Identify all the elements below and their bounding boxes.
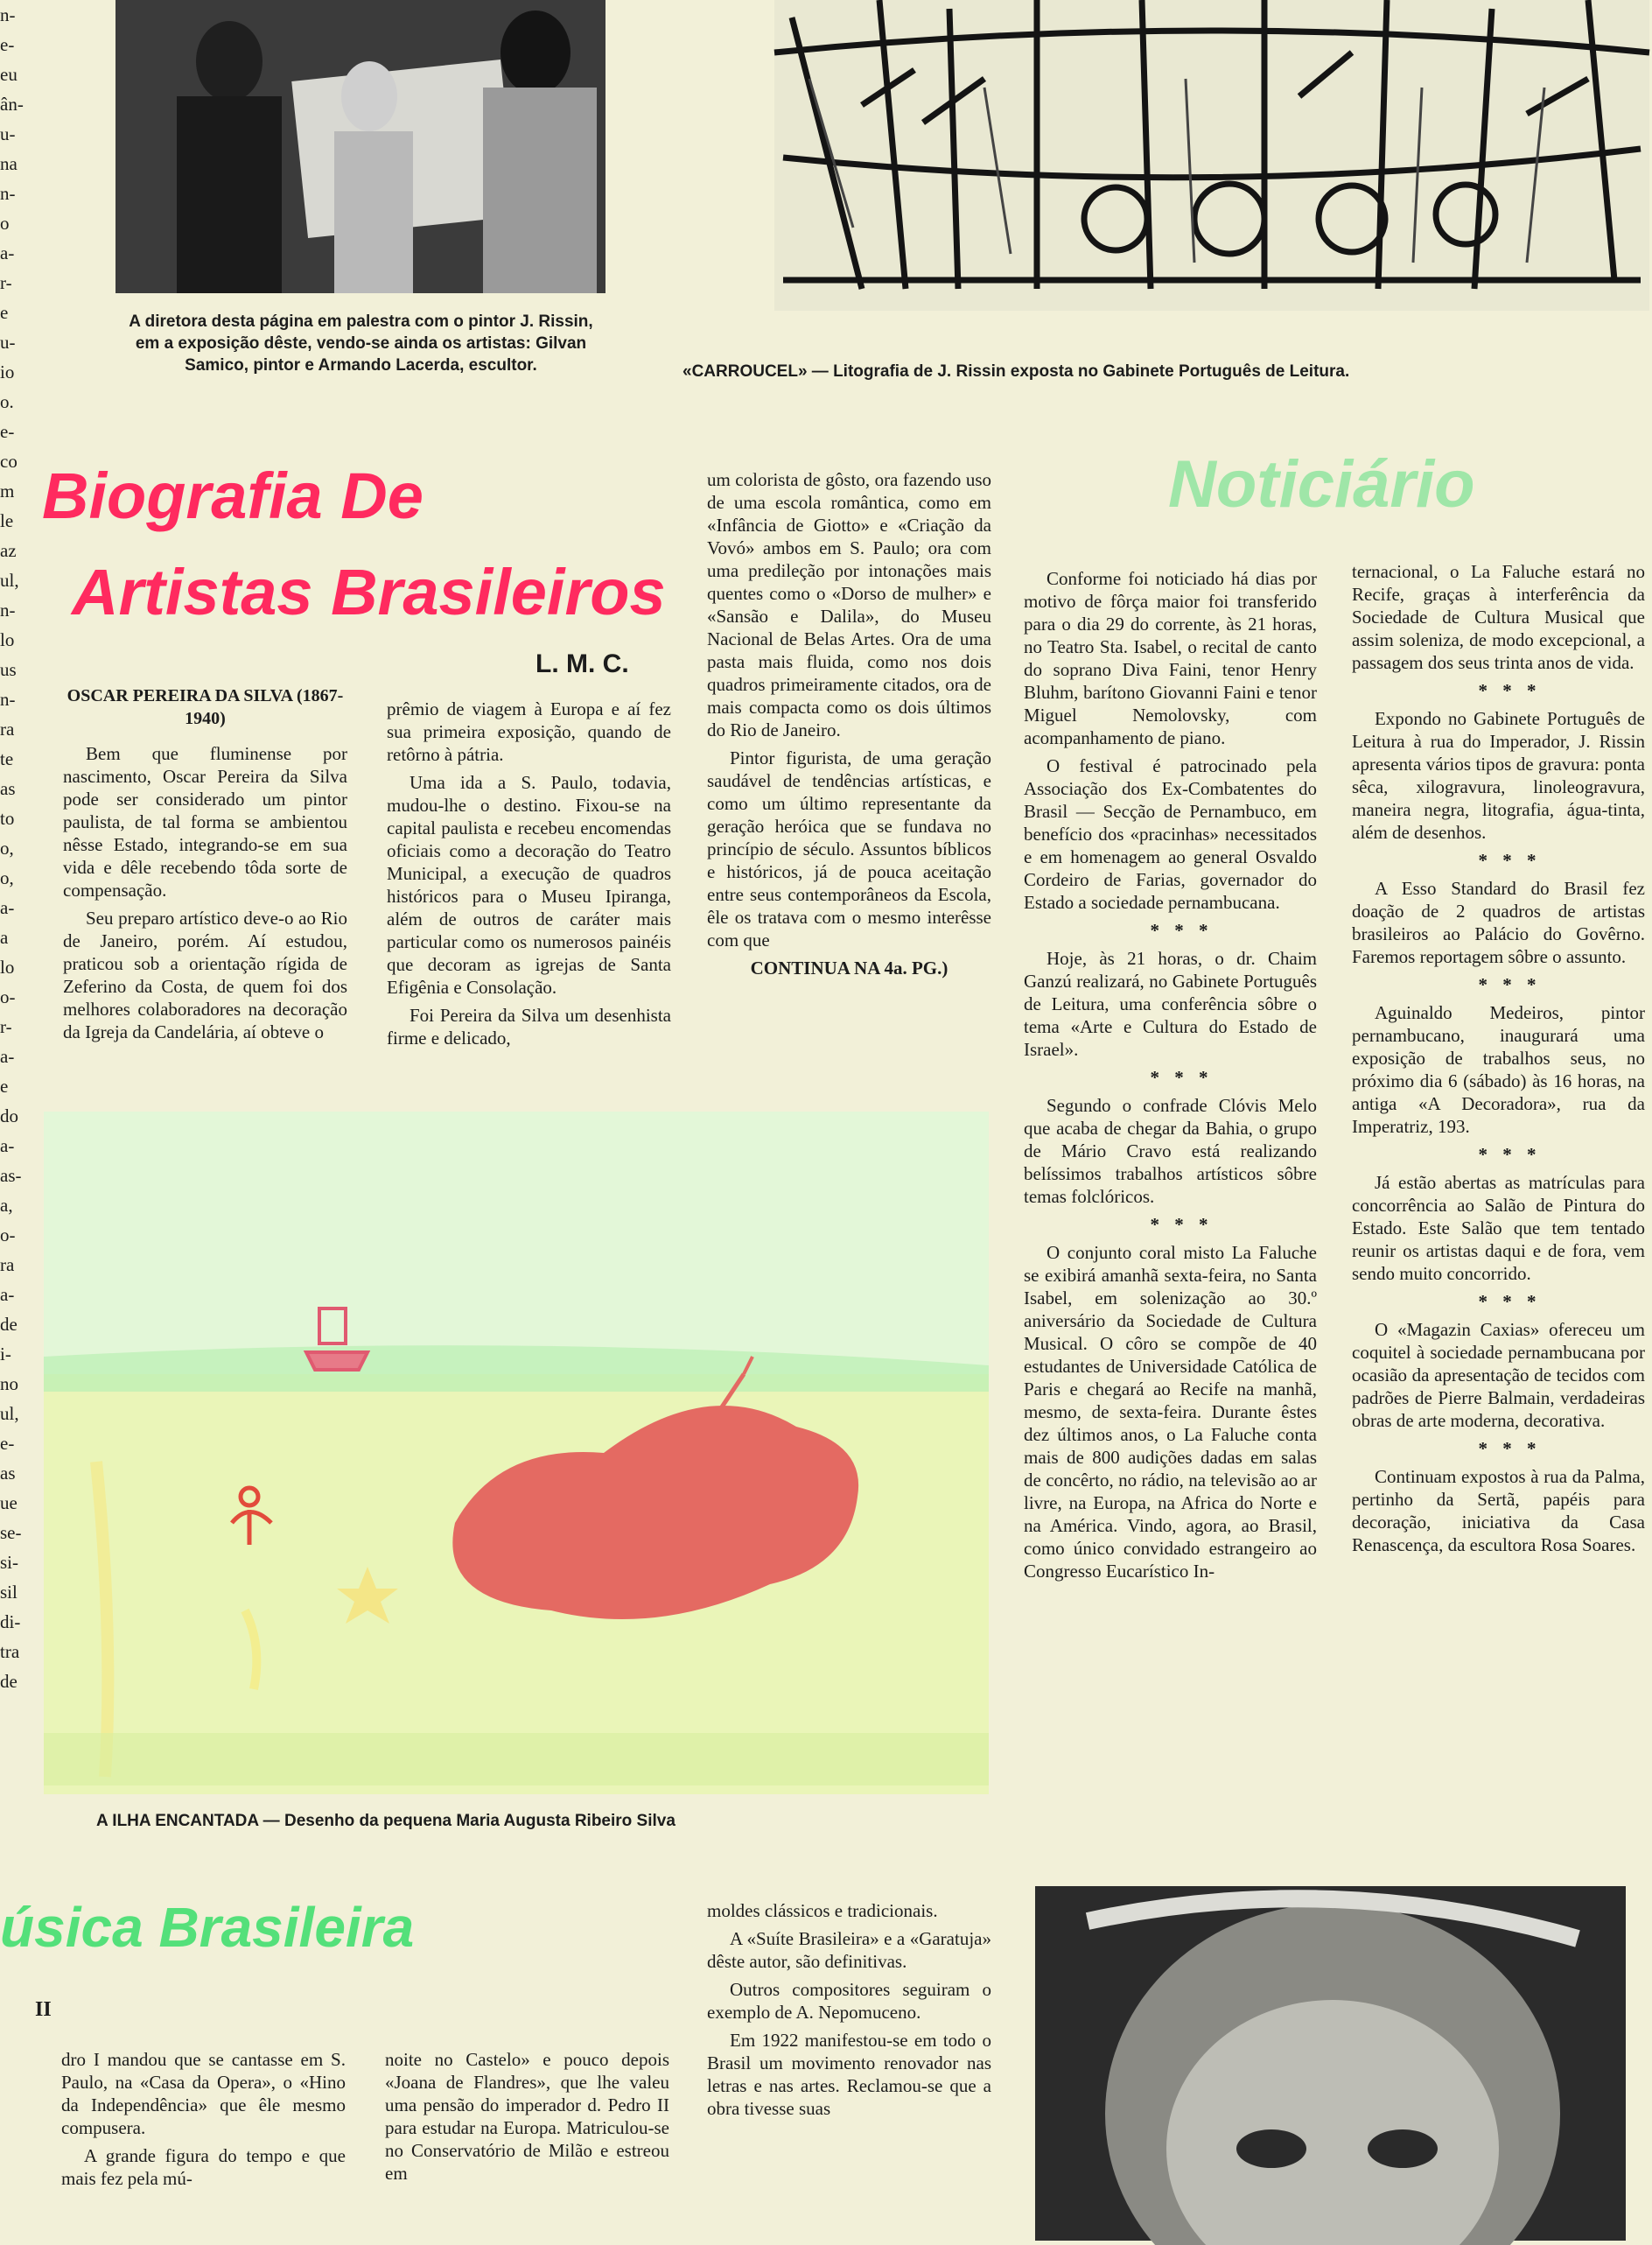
left-edge-fragment: a, [0, 1195, 13, 1216]
left-edge-fragment: co [0, 451, 18, 472]
biografia-headline-line2: Artistas Brasileiros [72, 556, 666, 628]
left-edge-fragment: eu [0, 64, 18, 85]
left-edge-fragment: r- [0, 272, 12, 293]
musica-column-2 [385, 2048, 669, 2190]
news-paragraph: Continuam expostos à rua da Palma, pertinho da Sertã, papéis para decoração, iniciativa da Casa Renascença, da escultora Rosa Soares. [1352, 1466, 1645, 1555]
biografia-headline-line1: Biografia De [42, 460, 424, 532]
left-edge-fragment: ra [0, 1254, 15, 1275]
left-edge-fragment: le [0, 510, 14, 531]
left-edge-fragment: de [0, 1671, 18, 1692]
left-edge-fragment: a- [0, 1284, 15, 1305]
noticiario-column-1 [1024, 567, 1317, 1588]
ilha-encantada-caption [96, 1810, 954, 1832]
biografia-c2-p2: Uma ida a S. Paulo, todavia, mudou-lhe o destino. Fixou-se na capital paulista e recebeu encomendas oficiais como a decoração do Teatro Municipal, a execução de quadros históricos para o Museu Ipiranga, além de outros de caráter mais particular como os numerosos painéis que decoram as igrejas de Santa Efigênia e Consolação. [387, 772, 671, 998]
news-separator: * * * [1150, 1067, 1214, 1088]
left-edge-fragment: n- [0, 689, 16, 710]
biografia-c3-p1: um colorista de gôsto, ora fazendo uso de uma escola romântica, como em «Infância de Giotto» e «Criação da Vovó» ambos em S. Paulo; ora com uma predileção por intonações mais quentes como o «Dorso de mulher» e «Sansão e Dalila», do Museu Nacional de Belas Artes. Ora de uma pasta mais fluida, como nos dois quadros primeiramente citados, ora de mais compacta como os dois últimos do Rio de Janeiro. [707, 469, 991, 740]
left-edge-fragment: di- [0, 1611, 21, 1632]
left-edge-fragment: e [0, 302, 9, 323]
news-separator: * * * [1478, 1144, 1542, 1165]
left-edge-fragment: na [0, 153, 18, 174]
left-edge-fragment: ue [0, 1492, 18, 1513]
news-paragraph: Já estão abertas as matrículas para concorrência ao Salão de Pintura do Estado. Este Salão que tem tentado reunir os artistas daqui e de fora, vem sendo muito concorrido. [1352, 1172, 1645, 1284]
news-paragraph: A Esso Standard do Brasil fez doação de 2 quadros de artistas brasileiros ao Palácio do Govêrno. Faremos reportagem sôbre o assunto. [1352, 878, 1645, 967]
ilha-encantada-caption-text: Desenho da pequena Maria Augusta Ribeiro Silva [284, 1812, 676, 1830]
left-edge-fragment: io [0, 361, 15, 382]
left-edge-fragment: i- [0, 1343, 11, 1365]
ilha-encantada-image [44, 1112, 989, 1794]
carroucel-lithograph-image [774, 0, 1649, 311]
news-separator: * * * [1478, 850, 1542, 871]
news-separator: * * * [1478, 1438, 1542, 1459]
musica-c3-p4: Em 1922 manifestou-se em todo o Brasil um movimento renovador nas letras e nas artes. Reclamou-se que a obra tivesse suas [707, 2030, 991, 2119]
bottom-right-photo [1035, 1886, 1626, 2241]
left-edge-fragment: a- [0, 897, 15, 918]
musica-column-3 [707, 1899, 991, 2125]
biografia-continua: CONTINUA NA 4a. PG.) [750, 958, 948, 979]
biografia-c2-p1: prêmio de viagem à Europa e aí fez sua primeira exposição, quando de retôrno à pátria. [387, 698, 671, 765]
left-edge-fragment: o [0, 213, 10, 234]
news-paragraph: Hoje, às 21 horas, o dr. Chaim Ganzú realizará, no Gabinete Português de Leitura, uma conferência sôbre o tema «Arte e Cultura do Estado de Israel». [1024, 948, 1317, 1060]
ilha-encantada-drawing [44, 1112, 989, 1794]
biografia-subhead: OSCAR PEREIRA DA SILVA (1867-1940) [66, 686, 344, 728]
biografia-column-2 [387, 698, 671, 1055]
left-edge-fragment: a- [0, 242, 15, 263]
musica-c3-p3: Outros compositores seguiram o exemplo de A. Nepomuceno. [707, 1979, 991, 2023]
ilha-encantada-caption-title: A ILHA ENCANTADA — [96, 1812, 280, 1830]
left-edge-fragment: as [0, 1463, 16, 1484]
left-edge-fragment: ul, [0, 570, 19, 591]
left-edge-fragment: lo [0, 629, 15, 650]
musica-c2-p1: noite no Castelo» e pouco depois «Joana de Flandres», que lhe valeu uma pensão do imperador d. Pedro II para estudar na Europa. Matriculou-se no Conservatório de Milão e estreou em [385, 2049, 669, 2184]
left-edge-fragment: e [0, 1076, 9, 1097]
noticiario-headline: Noticiário [1168, 447, 1475, 522]
left-edge-fragment: us [0, 659, 17, 680]
left-edge-fragment: a- [0, 1046, 15, 1067]
photo-rissin-caption: A diretora desta página em palestra com o pintor J. Rissin, em a exposição dêste, vendo-se ainda os artistas: Gilvan Samico, pintor e Armando Lacerda, escultor. [129, 312, 593, 375]
left-edge-fragment: de [0, 1314, 18, 1335]
bottom-right-photo-image [1035, 1886, 1626, 2241]
news-separator: * * * [1478, 974, 1542, 995]
left-edge-fragment: as [0, 778, 16, 799]
news-paragraph: O «Magazin Caxias» ofereceu um coquitel à sociedade pernambucana por ocasião da apresentação de tecidos com padrões de Pierre Balmain, verdadeiras obras de arte moderna, decorativa. [1352, 1319, 1645, 1431]
carroucel-lithograph [774, 0, 1649, 311]
musica-c1-p2: A grande figura do tempo e que mais fez pela mú- [61, 2145, 346, 2189]
left-edge-fragment: e- [0, 421, 15, 442]
musica-headline: úsica Brasileira [0, 1896, 415, 1959]
left-edge-fragment: se- [0, 1522, 22, 1543]
left-edge-fragment: a [0, 927, 9, 948]
left-edge-fragment: ra [0, 719, 15, 740]
news-paragraph: O festival é patrocinado pela Associação dos Ex-Combatentes do Brasil — Secção de Pernambuco, em benefício dos «pracinhas» necessitados e em homenagem ao general Osvaldo Cordeiro de Farias, governador do Estado a sociedade pernambucana. [1024, 755, 1317, 913]
photo-rissin-palestra-image [116, 0, 606, 293]
news-paragraph: O conjunto coral misto La Faluche se exibirá amanhã sexta-feira, no Santa Isabel, em solenização ao 30.º aniversário da Sociedade de Cultura Musical. O côro se compõe de 40 estudantes de Universidade Católica de Paris e chegará ao Recife na manhã, mesmo, de sexta-feira. Durante êstes dez últimos anos, o La Faluche conta mais de 800 audições dadas em salas de concêrto, no rádio, na televisão ao ar livre, na Europa, na Africa do Norte e na América. Vindo, agora, ao Brasil, como único convidado estrangeiro ao Congresso Eucarístico In- [1024, 1242, 1317, 1582]
left-edge-fragment: o- [0, 986, 16, 1007]
carroucel-caption: «CARROUCEL» — Litografia de J. Rissin exposta no Gabinete Português de Leitura. [682, 362, 1350, 381]
news-paragraph: Segundo o confrade Clóvis Melo que acaba de chegar da Bahia, o grupo de Mário Cravo está realizando belíssimos trabalhos artísticos sôbre temas folclóricos. [1024, 1095, 1317, 1207]
biografia-byline: L. M. C. [536, 649, 629, 678]
left-edge-fragment: u- [0, 123, 16, 144]
left-edge-fragment: o, [0, 867, 14, 888]
musica-c3-p1: moldes clássicos e tradicionais. [707, 1900, 938, 1921]
left-edge-fragment: m [0, 481, 15, 502]
news-paragraph: Conforme foi noticiado há dias por motivo de fôrça maior foi transferido para o dia 29 do corrente, às 21 horas, no Teatro Sta. Isabel, o recital de canto do soprano Diva Faini, tenor Henry Bluhm, barítono Giovanni Faini e tenor Miguel Nemolovsky, com acompanhamento de piano. [1024, 568, 1317, 748]
biografia-c3-p2: Pintor figurista, de uma geração saudável de tendências artísticas, e como um último representante da geração heróica que se fundava no princípio de século. Assuntos bíblicos e históricos, já de pouca aceitação entre seus contemporâneos da Escola, êle os tratava com o mesmo interêsse com que [707, 747, 991, 951]
biografia-column-3 [707, 468, 991, 979]
musica-column-1 [61, 2048, 346, 2195]
left-edge-fragment: o- [0, 1224, 16, 1245]
left-edge-fragment: u- [0, 332, 16, 353]
left-edge-fragment: si- [0, 1552, 18, 1573]
left-edge-fragment: as- [0, 1165, 22, 1186]
left-edge-fragment: do [0, 1105, 18, 1126]
biografia-c1-p2: Seu preparo artístico deve-o ao Rio de Janeiro, porém. Aí estudou, praticou sob a orientação rígida de Zeferino da Costa, de quem foi dos melhores colaboradores na decoração da Igreja da Candelária, aí obteve o [63, 908, 347, 1042]
photo-rissin-palestra [116, 0, 606, 293]
left-edge-fragment: a- [0, 1135, 15, 1156]
biografia-c1-p1: Bem que fluminense por nascimento, Oscar Pereira da Silva pode ser considerado um pintor paulista, de tal forma se ambientou nêsse Estado, integrando-se em sua vida e dêle recebendo tôda sorte de compensação. [63, 743, 347, 901]
news-paragraph: Aguinaldo Medeiros, pintor pernambucano, inaugurará uma exposição de trabalhos seus, no próximo dia 6 (sábado) às 16 horas, na antiga «A Decoradora», rua da Imperatriz, 193. [1352, 1002, 1645, 1137]
news-separator: * * * [1478, 680, 1542, 701]
left-edge-fragment: ân- [0, 94, 24, 115]
noticiario-column-2 [1352, 560, 1645, 1561]
left-edge-fragment: n- [0, 4, 16, 25]
left-edge-fragment: o. [0, 391, 14, 412]
biografia-c2-p3: Foi Pereira da Silva um desenhista firme e delicado, [387, 1005, 671, 1049]
left-edge-fragment: sil [0, 1582, 18, 1603]
news-separator: * * * [1150, 920, 1214, 941]
left-edge-fragment: az [0, 540, 17, 561]
news-paragraph: ternacional, o La Faluche estará no Recife, graças à interferência da Sociedade de Cultura Musical que assim soleniza, de modo excepcional, a passagem dos seus trinta anos de vida. [1352, 561, 1645, 673]
left-edge-fragment: lo [0, 957, 15, 978]
left-edge-fragment: ul, [0, 1403, 19, 1424]
musica-numeral: II [35, 1998, 52, 2021]
news-separator: * * * [1150, 1214, 1214, 1235]
musica-c3-p2: A «Suíte Brasileira» e a «Garatuja» dêste autor, são definitivas. [707, 1928, 991, 1972]
left-edge-fragment: no [0, 1373, 18, 1394]
left-edge-fragment: te [0, 748, 14, 769]
left-edge-fragment: n- [0, 600, 16, 621]
biografia-column-1 [63, 684, 347, 1049]
left-edge-fragment: r- [0, 1016, 12, 1037]
left-edge-fragment: e- [0, 34, 15, 55]
news-separator: * * * [1478, 1291, 1542, 1312]
left-edge-fragment: n- [0, 183, 16, 204]
left-edge-fragment: to [0, 808, 15, 829]
left-edge-fragment: tra [0, 1641, 20, 1662]
musica-c1-p1: dro I mandou que se cantasse em S. Paulo, na «Casa da Opera», o «Hino da Independência» que êle mesmo compusera. [61, 2049, 346, 2138]
left-edge-fragment: e- [0, 1433, 15, 1454]
left-edge-fragment: o, [0, 838, 14, 859]
news-paragraph: Expondo no Gabinete Português de Leitura à rua do Imperador, J. Rissin apresenta vários tipos de gravura: ponta sêca, xilogravura, linoleogravura, maneira negra, litografia, água-tinta, além de desenhos. [1352, 708, 1645, 843]
